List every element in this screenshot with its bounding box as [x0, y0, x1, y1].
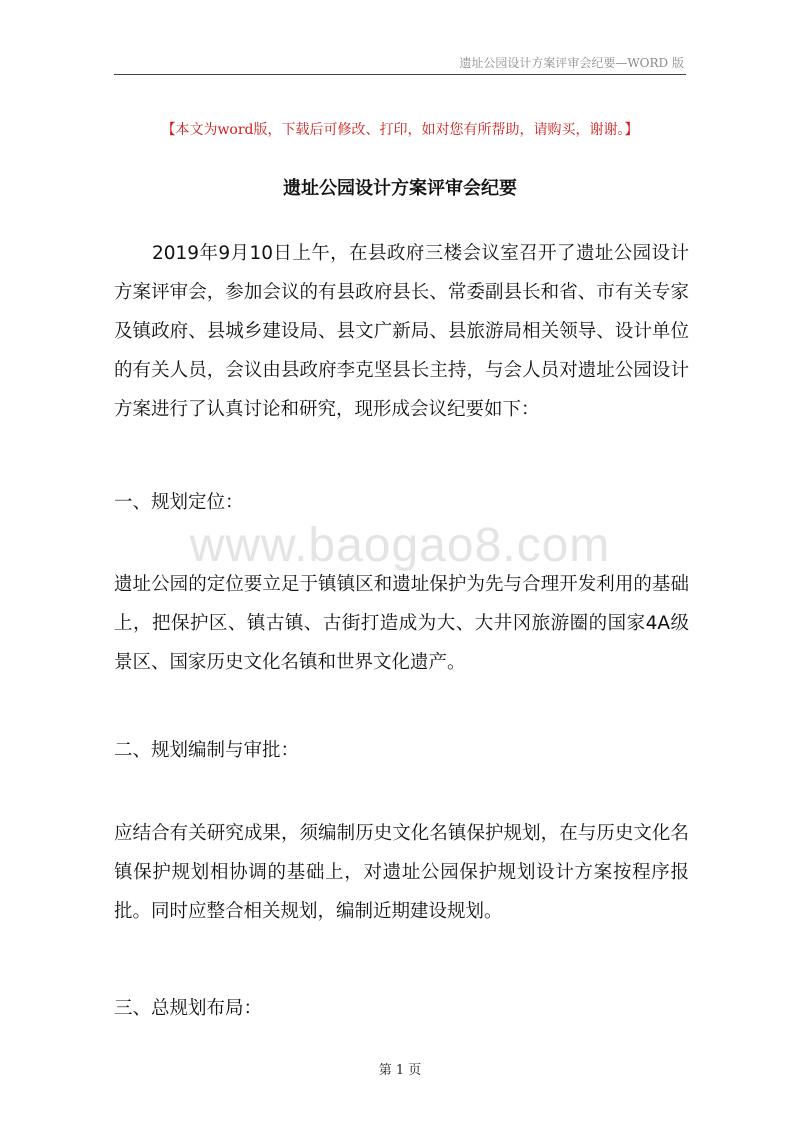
running-header: 遗址公园设计方案评审会纪要—WORD 版 [459, 56, 684, 70]
purchase-notice: 【本文为word版，下载后可修改、打印，如对您有所帮助，请购买，谢谢。】 [161, 122, 639, 138]
page-number: 第 1 页 [378, 1063, 422, 1078]
header-divider [114, 74, 686, 75]
section-heading-layout: 三、总规划布局： [114, 998, 263, 1019]
section-heading-positioning: 一、规划定位： [114, 492, 244, 513]
section-heading-approval: 二、规划编制与审批： [114, 740, 300, 761]
watermark-text: www.baogao8.com [189, 519, 611, 572]
section-body-positioning: 遗址公园的定位要立足于镇镇区和遗址保护为先与合理开发利用的基础上，把保护区、镇古镇、古街打造成为大、大井冈旅游圈的国家4A级景区、国家历史文化名镇和世界文化遗产。 [114, 574, 689, 673]
intro-paragraph: 2019年9月10日上午，在县政府三楼会议室召开了遗址公园设计方案评审会，参加会议的有县政府县长、常委副县长和省、市有关专家及镇政府、县城乡建设局、县文广新局、县旅游局相关领导、设计单位的有关人员，会议由县政府李克坚县长主持，与会人员对遗址公园设计方案进行了认真讨论和研究，现形成会议纪要如下： [114, 243, 689, 420]
document-title: 遗址公园设计方案评审会纪要 [283, 178, 517, 199]
section-body-approval: 应结合有关研究成果，须编制历史文化名镇保护规划，在与历史文化名镇保护规划相协调的基础上，对遗址公园保护规划设计方案按程序报批。同时应整合相关规划，编制近期建设规划。 [114, 823, 689, 922]
